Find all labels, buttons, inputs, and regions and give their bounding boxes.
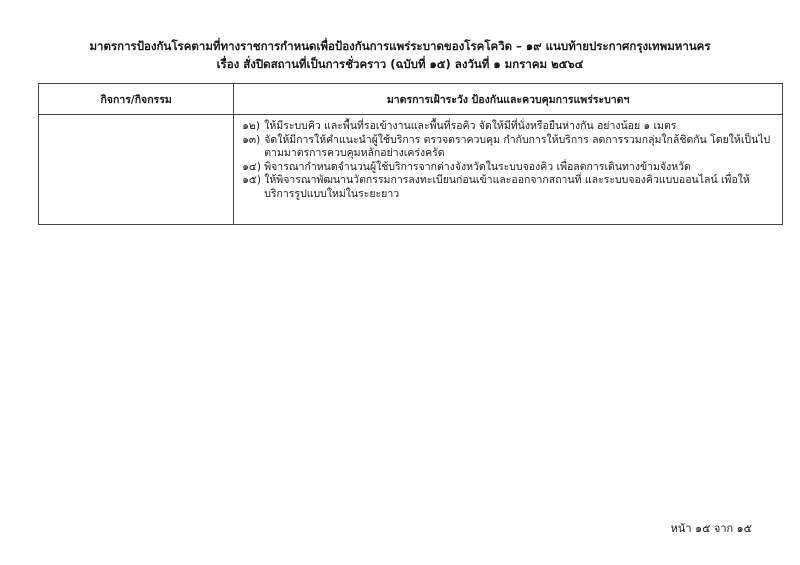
- measure-item: [242, 120, 774, 134]
- document-title: มาตรการป้องกันโรคตามที่ทางราชการกำหนดเพื่อป้องกันการแพร่ระบาดของโรคโควิด – ๑๙ แนบท้ายประกาศกรุงเทพมหานคร: [89, 39, 711, 53]
- measure-item: [242, 174, 774, 201]
- measure-number: ๑๕): [242, 174, 261, 187]
- measure-number: ๑๒): [242, 120, 260, 132]
- measure-item: [242, 161, 774, 175]
- document-subtitle: เรื่อง สั่งปิดสถานที่เป็นการชั่วคราว (ฉบับที่ ๑๕) ลงวันที่ ๑ มกราคม ๒๕๖๔: [216, 57, 584, 71]
- measure-number: ๑๔): [242, 160, 261, 173]
- activity-cell: [39, 115, 234, 225]
- measure-text: จัดให้มีการให้คำแนะนำผู้ใช้บริการ ตรวจตราควบคุม กำกับการให้บริการ ลดการรวมกลุ่มใกล้ชิดกัน โดยให้เป็นไปตามมาตรการควบคุมหลักอย่างเคร่งครัด: [264, 133, 771, 160]
- measure-text: ให้พิจารณาพัฒนานวัตกรรมการลงทะเบียนก่อนเข้าและออกจากสถานที่ และระบบจองคิวแบบออนไลน์ เพื่อให้บริการรูปแบบใหม่ในระยะยาว: [264, 174, 750, 200]
- page-number: หน้า ๑๕ จาก ๑๕: [670, 522, 752, 535]
- header-measures: มาตรการเฝ้าระวัง ป้องกันและควบคุมการแพร่ระบาดฯ: [234, 84, 783, 115]
- measures-cell: [234, 115, 783, 225]
- measure-item: [242, 134, 774, 161]
- measure-text: พิจารณากำหนดจำนวนผู้ใช้บริการจากต่างจังหวัดในระบบจองคิว เพื่อลดการเดินทางข้ามจังหวัด: [264, 160, 691, 173]
- header-activity: กิจการ/กิจกรรม: [39, 84, 234, 115]
- table-header-row: [39, 84, 783, 115]
- measure-number: ๑๓): [242, 133, 261, 146]
- measure-text: ให้มีระบบคิว และพื้นที่รอเข้างานและพื้นที่รอคิว จัดให้มีที่นั่งหรือยืนห่างกัน อย่างน้อย ๑ เมตร: [264, 120, 677, 132]
- table-row: [39, 115, 783, 225]
- measures-table: [38, 83, 783, 225]
